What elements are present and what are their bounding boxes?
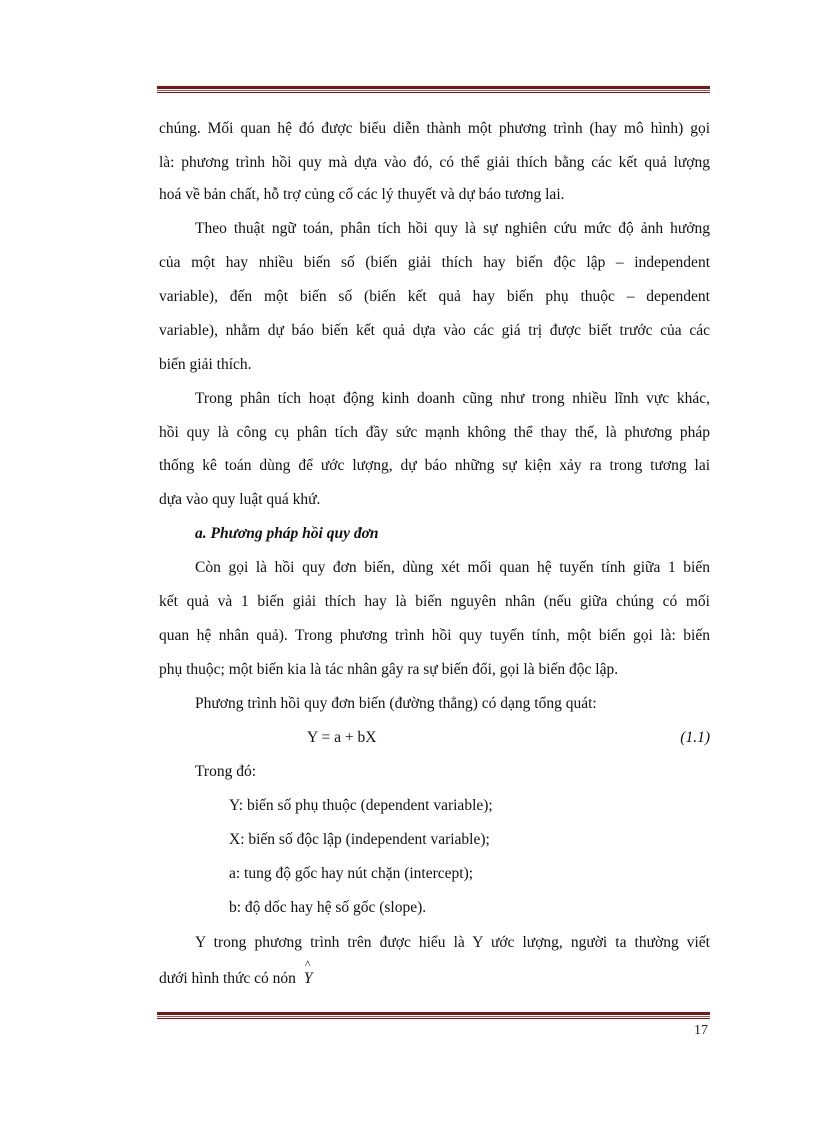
body-line-text: dưới hình thức có nón xyxy=(159,970,296,987)
body-line: của một hay nhiều biến số (biến giải thích hay biến độc lập – independent xyxy=(159,254,710,271)
page-number: 17 xyxy=(694,1023,708,1038)
body-line: dựa vào quy luật quá khứ. xyxy=(159,491,321,508)
body-line: hoá về bản chất, hỗ trợ củng cố các lý thuyết và dự báo tương lai. xyxy=(159,186,565,203)
body-line: thống kê toán dùng để ước lượng, dự báo những sự kiện xảy ra trong tương lai xyxy=(159,457,710,474)
body-line: chúng. Mối quan hệ đó được biểu diễn thành một phương trình (hay mô hình) gọi xyxy=(159,120,710,137)
definition-item: b: độ dốc hay hệ số gốc (slope). xyxy=(229,899,427,916)
footer-rule xyxy=(157,1012,710,1019)
equation-block xyxy=(159,729,710,749)
body-line: biến giải thích. xyxy=(159,356,252,373)
y-hat-symbol xyxy=(303,957,313,988)
body-line: hồi quy là công cụ phân tích đầy sức mạnh không thể thay thế, là phương pháp xyxy=(159,424,710,441)
body-line-last xyxy=(159,957,710,988)
body-line: Theo thuật ngữ toán, phân tích hồi quy là sự nghiên cứu mức độ ảnh hưởng xyxy=(195,220,710,237)
body-line: là: phương trình hồi quy mà dựa vào đó, có thể giải thích bằng các kết quả lượng xyxy=(159,154,710,171)
body-line: kết quả và 1 biến giải thích hay là biến nguyên nhân (nếu giữa chúng có mối xyxy=(159,593,710,610)
y-letter: Y xyxy=(303,970,313,987)
definition-item: a: tung độ gốc hay nút chặn (intercept); xyxy=(229,865,474,882)
body-line: Trong phân tích hoạt động kinh doanh cũng như trong nhiều lĩnh vực khác, xyxy=(195,390,710,407)
body-line: Còn gọi là hồi quy đơn biến, dùng xét mối quan hệ tuyến tính giữa 1 biến xyxy=(195,559,710,576)
body-line: Y trong phương trình trên được hiểu là Y ước lượng, người ta thường viết xyxy=(195,934,710,951)
definition-item: Y: biến số phụ thuộc (dependent variable); xyxy=(229,797,493,814)
definition-item: X: biến số độc lập (independent variable); xyxy=(229,831,490,848)
equation-formula: Y = a + bX xyxy=(307,729,377,746)
body-line: quan hệ nhân quả). Trong phương trình hồi quy tuyến tính, một biến gọi là: biến xyxy=(159,627,710,644)
body-line: phụ thuộc; một biến kia là tác nhân gây ra sự biến đổi, gọi là biến độc lập. xyxy=(159,661,619,678)
hat-mark: ^ xyxy=(304,957,311,971)
section-heading: a. Phương pháp hồi quy đơn xyxy=(195,525,379,542)
body-line: Phương trình hồi quy đơn biến (đường thẳng) có dạng tổng quát: xyxy=(195,695,597,712)
body-line: variable), nhằm dự báo biến kết quả dựa vào các giá trị được biết trước của các xyxy=(159,322,710,339)
body-line: variable), đến một biến số (biến kết quả hay biến phụ thuộc – dependent xyxy=(159,288,710,305)
header-rule xyxy=(157,86,710,93)
where-label: Trong đó: xyxy=(195,763,257,780)
equation-number: (1.1) xyxy=(680,729,710,746)
